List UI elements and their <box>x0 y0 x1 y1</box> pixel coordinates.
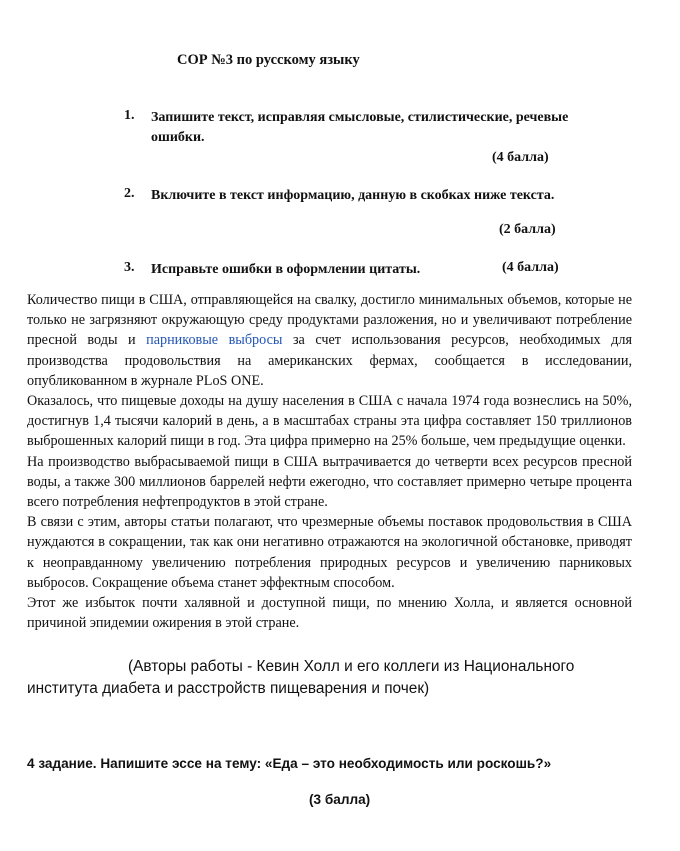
task-1-points: (4 балла) <box>492 150 549 165</box>
task-4-points: (3 балла) <box>309 792 371 807</box>
paragraph-2: Оказалось, что пищевые доходы на душу населения в США с начала 1974 года вознеслись на 50%, достигнув 1,4 тысячи калорий в день, а в масштабах страны эта цифра составляет 150 триллионов выброшенных калорий пищи в год. Эта цифра примерно на 25% больше, чем предыдущие оценки. <box>27 393 632 450</box>
paragraph-1 <box>27 290 632 391</box>
page-title: СОР №3 по русскому языку <box>177 52 360 68</box>
source-text <box>27 290 632 633</box>
authors-line-1: (Авторы работы - Кевин Холл и его коллеги из Национального <box>128 658 575 675</box>
task-text: Исправьте ошибки в оформлении цитаты. <box>151 262 421 277</box>
task-2-points: (2 балла) <box>499 222 556 237</box>
paragraph-1-start: Количество пищи в США, отправляющейся на свалку, достигло минимальных объемов, которые не только не загрязняют окружающую среду продуктами разложения, но и увеличивают потребление пресной воды и <box>27 292 632 349</box>
task-number: 2. <box>124 186 135 201</box>
task-text: Запишите текст, исправляя смысловые, стилистические, речевые ошибки. <box>151 110 569 145</box>
paragraph-3: На производство выбрасываемой пищи в США вытрачивается до четверти всех ресурсов пресной воды, а также 300 миллионов баррелей нефти ежегодно, что составляет примерно четыре процента всего потребления нефтепродуктов в этой стране. <box>27 453 632 511</box>
task-3-points: (4 балла) <box>502 260 559 275</box>
paragraph-1-end: за счет использования ресурсов, необходимых для производства продовольствия на американских фермах, сообщается в исследовании, опубликованном в журнале PLoS ONE. <box>27 332 632 389</box>
authors-line-2: института диабета и расстройств пищеварения и почек) <box>27 680 430 697</box>
paragraph-5: Этот же избыток почти халявной и доступной пищи, по мнению Холла, и является основной причиной эпидемии ожирения в этой стране. <box>27 595 632 632</box>
task-number: 3. <box>124 260 135 275</box>
paragraph-4: В связи с этим, авторы статьи полагают, что чрезмерные объемы поставок продовольствия в США нуждаются в сокращении, так как они негативно отражаются на экологичной обстановке, приводят к неоправданному увеличению потребления природных ресурсов и увеличению парниковых выбросов. Сокращение объема станет эффектным способом. <box>27 514 632 591</box>
authors-note <box>27 656 632 700</box>
task-4: 4 задание. Напишите эссе на тему: «Еда – это необходимость или роскошь?» <box>27 756 552 771</box>
task-text: Включите в текст информацию, данную в скобках ниже текста. <box>151 188 555 203</box>
greenhouse-emissions-link[interactable]: парниковые выбросы <box>146 332 283 349</box>
task-number: 1. <box>124 108 135 123</box>
